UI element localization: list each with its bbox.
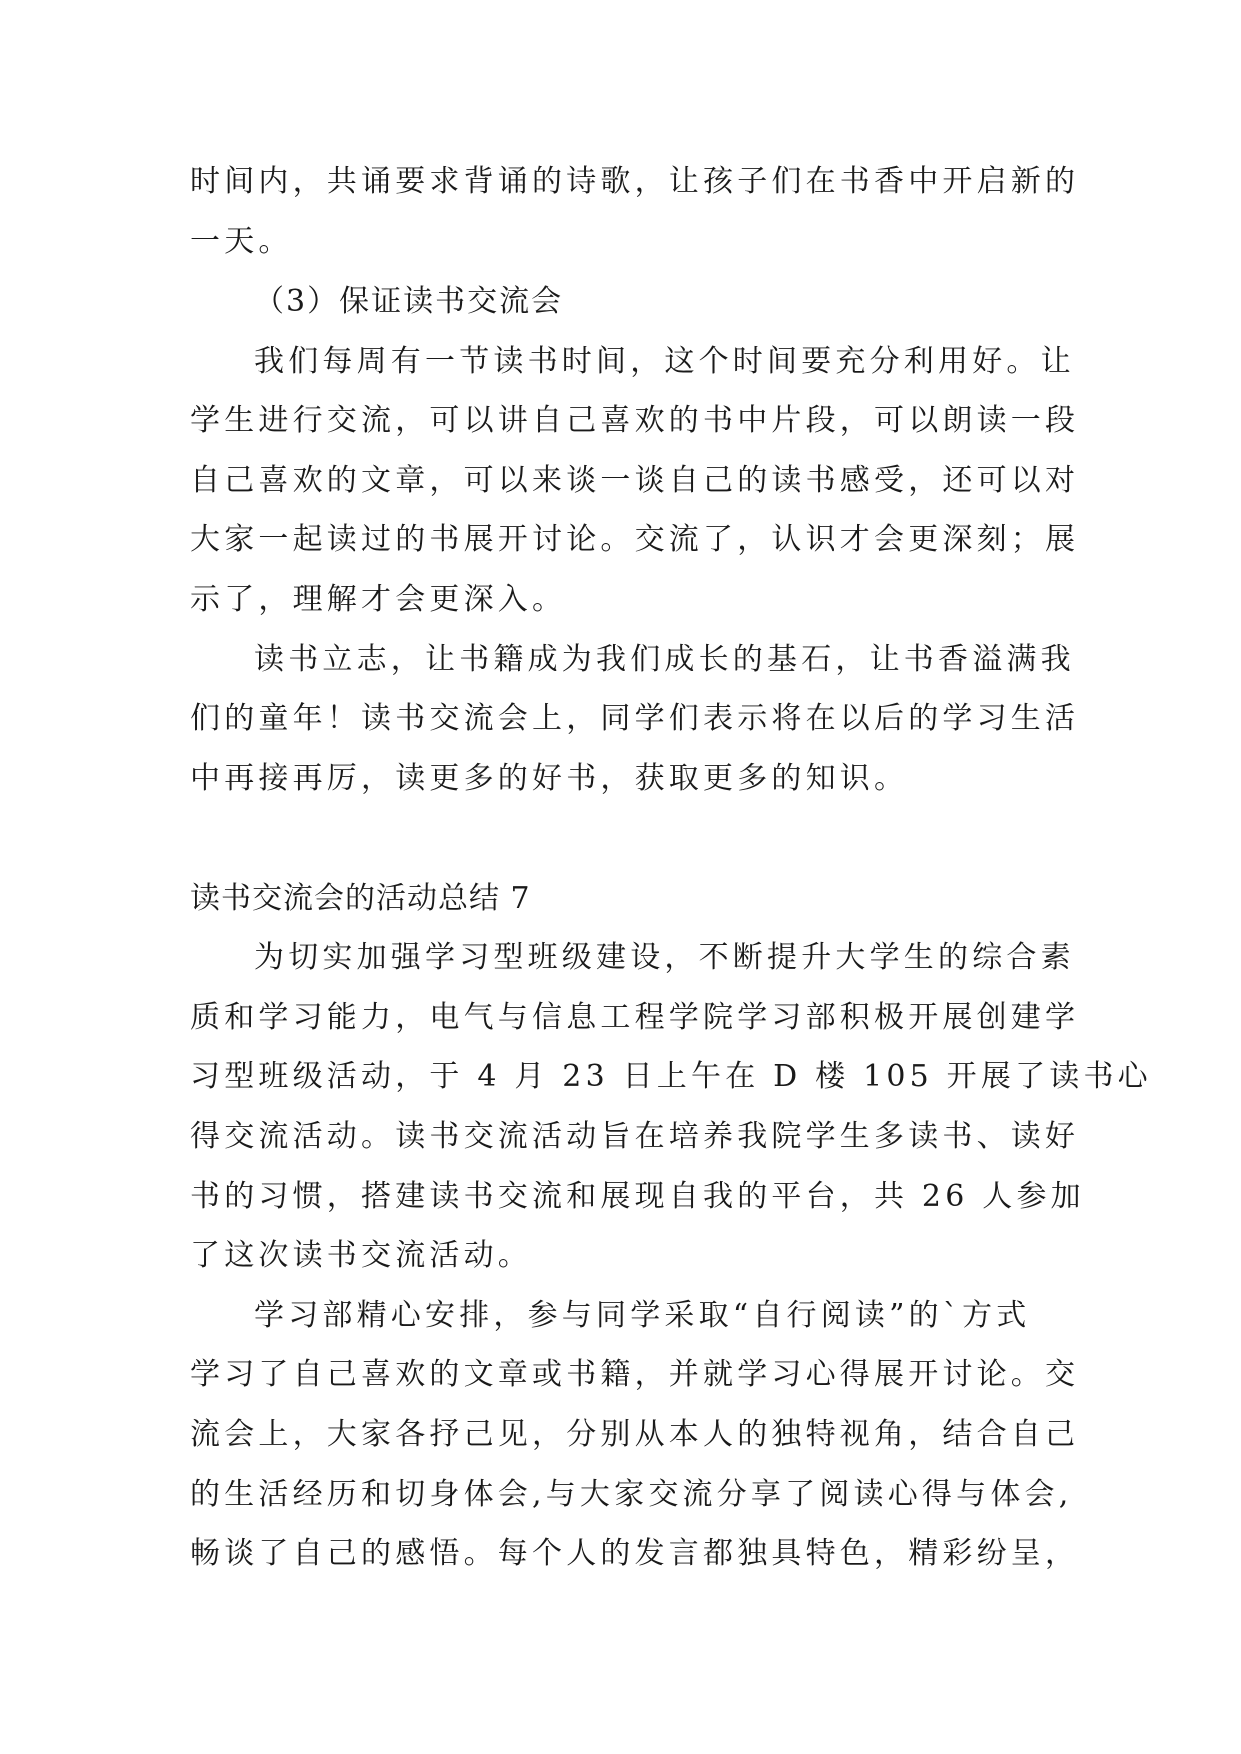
paragraph-line: 一天。 bbox=[190, 224, 293, 259]
paragraph-line: 们的童年！读书交流会上，同学们表示将在以后的学习生活 bbox=[190, 701, 1080, 736]
paragraph-line: 质和学习能力，电气与信息工程学院学习部积极开展创建学 bbox=[190, 1000, 1080, 1035]
paragraph-line: 读书立志，让书籍成为我们成长的基石，让书香溢满我 bbox=[254, 642, 1075, 677]
section-heading: 读书交流会的活动总结 7 bbox=[190, 881, 531, 916]
paragraph-line: 我们每周有一节读书时间，这个时间要充分利用好。让 bbox=[254, 344, 1075, 379]
paragraph-line: 中再接再厉，读更多的好书，获取更多的知识。 bbox=[190, 761, 909, 796]
paragraph-line: 学生进行交流，可以讲自己喜欢的书中片段，可以朗读一段 bbox=[190, 403, 1080, 438]
paragraph-line: 时间内，共诵要求背诵的诗歌，让孩子们在书香中开启新的 bbox=[190, 164, 1080, 199]
paragraph-line: 了这次读书交流活动。 bbox=[190, 1238, 532, 1273]
paragraph-line: 学习部精心安排，参与同学采取“自行阅读”的`方式 bbox=[254, 1298, 1031, 1333]
paragraph-line: 流会上，大家各抒己见，分别从本人的独特视角，结合自己 bbox=[190, 1417, 1080, 1452]
paragraph-line: 为切实加强学习型班级建设，不断提升大学生的综合素 bbox=[254, 940, 1075, 975]
paragraph-line: 的生活经历和切身体会,与大家交流分享了阅读心得与体会, bbox=[190, 1477, 1073, 1512]
paragraph-line: 书的习惯，搭建读书交流和展现自我的平台，共 26 人参加 bbox=[190, 1179, 1085, 1214]
paragraph-line: 畅谈了自己的感悟。每个人的发言都独具特色，精彩纷呈， bbox=[190, 1536, 1080, 1571]
paragraph-line: 大家一起读过的书展开讨论。交流了，认识才会更深刻；展 bbox=[190, 522, 1080, 557]
section-subheading: （3）保证读书交流会 bbox=[254, 284, 564, 319]
paragraph-line: 习型班级活动，于 4 月 23 日上午在 D 楼 105 开展了读书心 bbox=[190, 1059, 1152, 1094]
paragraph-line: 得交流活动。读书交流活动旨在培养我院学生多读书、读好 bbox=[190, 1119, 1080, 1154]
paragraph-line: 学习了自己喜欢的文章或书籍，并就学习心得展开讨论。交 bbox=[190, 1357, 1080, 1392]
paragraph-line: 自己喜欢的文章，可以来谈一谈自己的读书感受，还可以对 bbox=[190, 463, 1080, 498]
paragraph-line: 示了，理解才会更深入。 bbox=[190, 582, 567, 617]
